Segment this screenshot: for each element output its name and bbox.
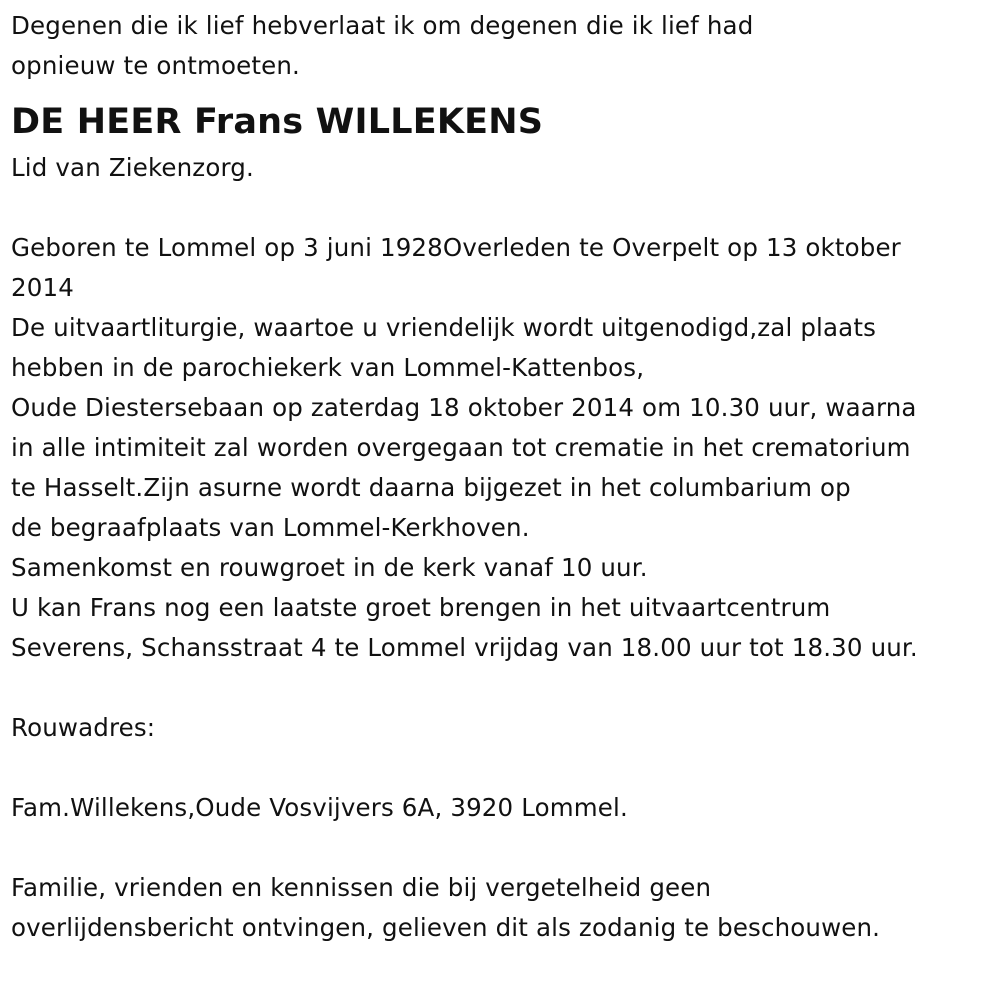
funeral-line: Severens, Schansstraat 4 te Lommel vrijdag van 18.00 uur tot 18.30 uur.	[11, 633, 918, 662]
quote-line: Degenen die ik lief hebverlaat ik om degenen die ik lief had	[11, 11, 754, 40]
dates-line: Geboren te Lommel op 3 juni 1928Overleden te Overpelt op 13 oktober	[11, 233, 901, 262]
spacer	[11, 828, 996, 868]
address-label: Rouwadres:	[11, 713, 156, 742]
closing-line: Familie, vrienden en kennissen die bij vergetelheid geen	[11, 873, 712, 902]
spacer	[11, 668, 996, 708]
spacer	[11, 748, 996, 788]
spacer	[11, 188, 996, 228]
funeral-line: U kan Frans nog een laatste groet brengen in het uitvaartcentrum	[11, 593, 831, 622]
closing-line: overlijdensbericht ontvingen, gelieven dit als zodanig te beschouwen.	[11, 913, 881, 942]
funeral-details	[11, 308, 996, 668]
funeral-line: De uitvaartliturgie, waartoe u vriendelijk wordt uitgenodigd,zal plaats	[11, 313, 877, 342]
opening-quote	[11, 6, 996, 86]
funeral-line: Samenkomst en rouwgroet in de kerk vanaf 10 uur.	[11, 553, 648, 582]
closing-note	[11, 868, 996, 948]
deceased-name: DE HEER Frans WILLEKENS	[11, 102, 544, 142]
funeral-line: de begraafplaats van Lommel-Kerkhoven.	[11, 513, 530, 542]
funeral-line: in alle intimiteit zal worden overgegaan tot crematie in het crematorium	[11, 433, 911, 462]
obituary-notice	[11, 6, 996, 948]
birth-death-dates	[11, 228, 996, 308]
funeral-line: te Hasselt.Zijn asurne wordt daarna bijgezet in het columbarium op	[11, 473, 851, 502]
membership-text: Lid van Ziekenzorg.	[11, 153, 254, 182]
funeral-line: hebben in de parochiekerk van Lommel-Kattenbos,	[11, 353, 645, 382]
address-value: Fam.Willekens,Oude Vosvijvers 6A, 3920 Lommel.	[11, 793, 628, 822]
dates-line: 2014	[11, 273, 74, 302]
funeral-line: Oude Diestersebaan op zaterdag 18 oktober 2014 om 10.30 uur, waarna	[11, 393, 917, 422]
quote-line: opnieuw te ontmoeten.	[11, 51, 300, 80]
